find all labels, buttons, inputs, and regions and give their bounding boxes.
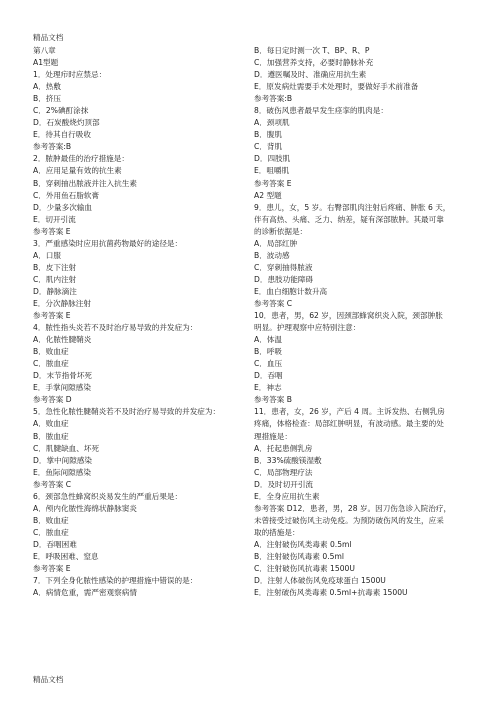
text-line: B．33%硫酸镁湿敷 — [254, 455, 322, 465]
text-line: 第八章 — [33, 46, 56, 55]
text-line: D．注射人体破伤风免疫球蛋白 1500U — [254, 576, 386, 586]
text-line: C．肌腱缺血、坏死 — [33, 443, 100, 453]
text-line: 理措施是： — [254, 431, 292, 441]
text-line: 参考答案 E — [33, 226, 71, 236]
text-line: B．败血症 — [33, 347, 69, 357]
text-line: 伴有高热、头痛、乏力、纳差，疑有深部脓肿。其最可靠 — [254, 214, 444, 224]
text-line: A．应用足量有效的抗生素 — [33, 166, 122, 176]
text-line: B．波动感 — [254, 250, 290, 260]
text-line: C．2%碘酊涂抹 — [33, 106, 89, 116]
text-line: D．患肢功能障碍 — [254, 274, 314, 284]
text-line: E．切开引流 — [33, 214, 76, 224]
text-line: B．皮下注射 — [33, 262, 77, 272]
text-line: 明显。护理观察中应特别注意： — [254, 323, 361, 333]
text-line: A．颅内化脓性海绵状静脉窦炎 — [33, 503, 137, 513]
text-line: A2 型题 — [254, 190, 282, 200]
text-line: C．局部物理疗法 — [254, 467, 313, 477]
text-line: A．败血症 — [33, 419, 69, 429]
text-line: A．病情危重，需严密观察病情 — [33, 588, 137, 598]
text-line: B．每日定时测一次 T、BP、R、P — [254, 46, 370, 55]
text-line: E．呼吸困难、窒息 — [33, 551, 99, 561]
text-line: 参考答案 E — [33, 311, 71, 321]
page-footer: 精品文档 — [33, 675, 64, 684]
text-line: D．遵医嘱及时、准确应用抗生素 — [254, 70, 367, 80]
text-line: 的诊断依据是： — [254, 226, 308, 236]
text-line: D．石炭酸烧灼顶部 — [33, 118, 100, 128]
text-line: D．及时切开引流 — [254, 479, 314, 489]
text-line: C．穿刺抽得脓液 — [254, 262, 313, 272]
text-line: E．待其自行吸收 — [33, 130, 91, 140]
text-line: 参考答案 D12．患者，男，28 岁。因刀伤急诊入院治疗， — [254, 503, 452, 513]
page-header: 精品文档 — [33, 33, 64, 42]
text-line: B．注射破伤风毒素 0.5ml — [254, 551, 344, 561]
text-line: A．口服 — [33, 250, 61, 260]
text-line: D．吞咽困难 — [33, 539, 77, 549]
text-line: D．静脉滴注 — [33, 286, 77, 296]
text-line: B．败血症 — [33, 515, 69, 525]
right-column — [254, 45, 464, 599]
text-line: A．托起患侧乳房 — [254, 443, 313, 453]
text-line: C．脓血症 — [33, 359, 69, 369]
text-line: 8．破伤风患者最早发生痉挛的肌肉是： — [254, 106, 388, 116]
text-line: 未曾接受过破伤风主动免疫。为预防破伤风的发生，应采 — [254, 515, 444, 525]
text-line: B．穿刺抽出脓液并注入抗生素 — [33, 178, 137, 188]
text-line: 参考答案 E — [33, 564, 71, 574]
text-line: 参考答案 D — [33, 395, 72, 405]
text-line: 11．患者，女，26 岁，产后 4 周。主诉发热、右侧乳房 — [254, 407, 445, 417]
text-line: A．注射破伤风类毒素 0.5ml — [254, 539, 352, 549]
text-line: 参考答案:B — [33, 142, 72, 152]
text-line: 10．患者，男，62 岁，因颈部蜂窝织炎入院，颈部肿胀 — [254, 311, 443, 321]
text-line: C．血压 — [254, 359, 283, 369]
text-line: 6．颈部急性蜂窝织炎易发生的严重后果是： — [33, 491, 183, 501]
text-line: 2．脓肿最佳的治疗措施是： — [33, 154, 129, 164]
text-line: 7．下列全身化脓性感染的护理措施中错误的是： — [33, 576, 198, 586]
text-line: 4．脓性指头炎若不及时治疗易导致的并发症为： — [33, 323, 198, 333]
text-line: 参考答案 C — [254, 298, 293, 308]
text-line: E．原发病灶需要手术处理时，要做好手术前准备 — [254, 82, 419, 92]
text-line: C．注射破伤风抗毒素 1500U — [254, 564, 355, 574]
text-line: C．脓血症 — [33, 527, 69, 537]
text-line: 疼痛，体格检查：局部红肿明显，有波动感。最主要的处 — [254, 419, 444, 429]
text-line: C．背肌 — [254, 142, 283, 152]
text-line: A．化脓性腱鞘炎 — [33, 335, 92, 345]
text-line: E．血白细胞计数升高 — [254, 286, 328, 296]
text-line: A．体温 — [254, 335, 282, 345]
text-line: C．外用鱼石脂软膏 — [33, 190, 100, 200]
text-line: D．吞咽 — [254, 371, 283, 381]
text-line: E．分次静脉注射 — [33, 298, 91, 308]
text-line: B．挤压 — [33, 94, 61, 104]
text-line: E．神志 — [254, 383, 282, 393]
text-line: 5．急性化脓性腱鞘炎若不及时治疗易导致的并发症为： — [33, 407, 221, 417]
text-line: 参考答案 B — [254, 395, 292, 405]
text-line: A．颈项肌 — [254, 118, 290, 128]
text-line: E．注射破伤风类毒素 0.5ml+抗毒素 1500U — [254, 588, 408, 598]
text-line: C．肌内注射 — [33, 274, 77, 284]
text-line: C．加强营养支持，必要时静脉补充 — [254, 58, 374, 68]
text-line: 取的措施是： — [254, 527, 300, 537]
text-line: D．少量多次输血 — [33, 202, 93, 212]
left-column — [33, 45, 246, 599]
text-line: E．全身应用抗生素 — [254, 491, 320, 501]
text-line: A1型题 — [33, 58, 59, 68]
text-line: E．手掌间隙感染 — [33, 383, 91, 393]
text-line: 9．患儿，女，5 岁。右臀部肌肉注射后疼痛、肿胀 6 天， — [254, 202, 451, 212]
text-line: 参考答案:B — [254, 94, 293, 104]
text-line: A．热敷 — [33, 82, 61, 92]
text-line: B．脓血症 — [33, 431, 69, 441]
text-line: E．咀嚼肌 — [254, 166, 290, 176]
text-line: B．腹肌 — [254, 130, 282, 140]
text-line: 参考答案 E — [254, 178, 292, 188]
text-line: B．呼吸 — [254, 347, 282, 357]
text-line: 1．处理疖时应禁忌： — [33, 70, 107, 80]
text-line: D．四肢肌 — [254, 154, 291, 164]
text-line: 参考答案 C — [33, 479, 72, 489]
text-line: A．局部红肿 — [254, 238, 298, 248]
text-line: D．掌中间隙感染 — [33, 455, 93, 465]
text-line: 3．严重感染时应用抗菌药物最好的途径是： — [33, 238, 183, 248]
text-line: E．鱼际间隙感染 — [33, 467, 91, 477]
text-line: D．末节指骨坏死 — [33, 371, 93, 381]
